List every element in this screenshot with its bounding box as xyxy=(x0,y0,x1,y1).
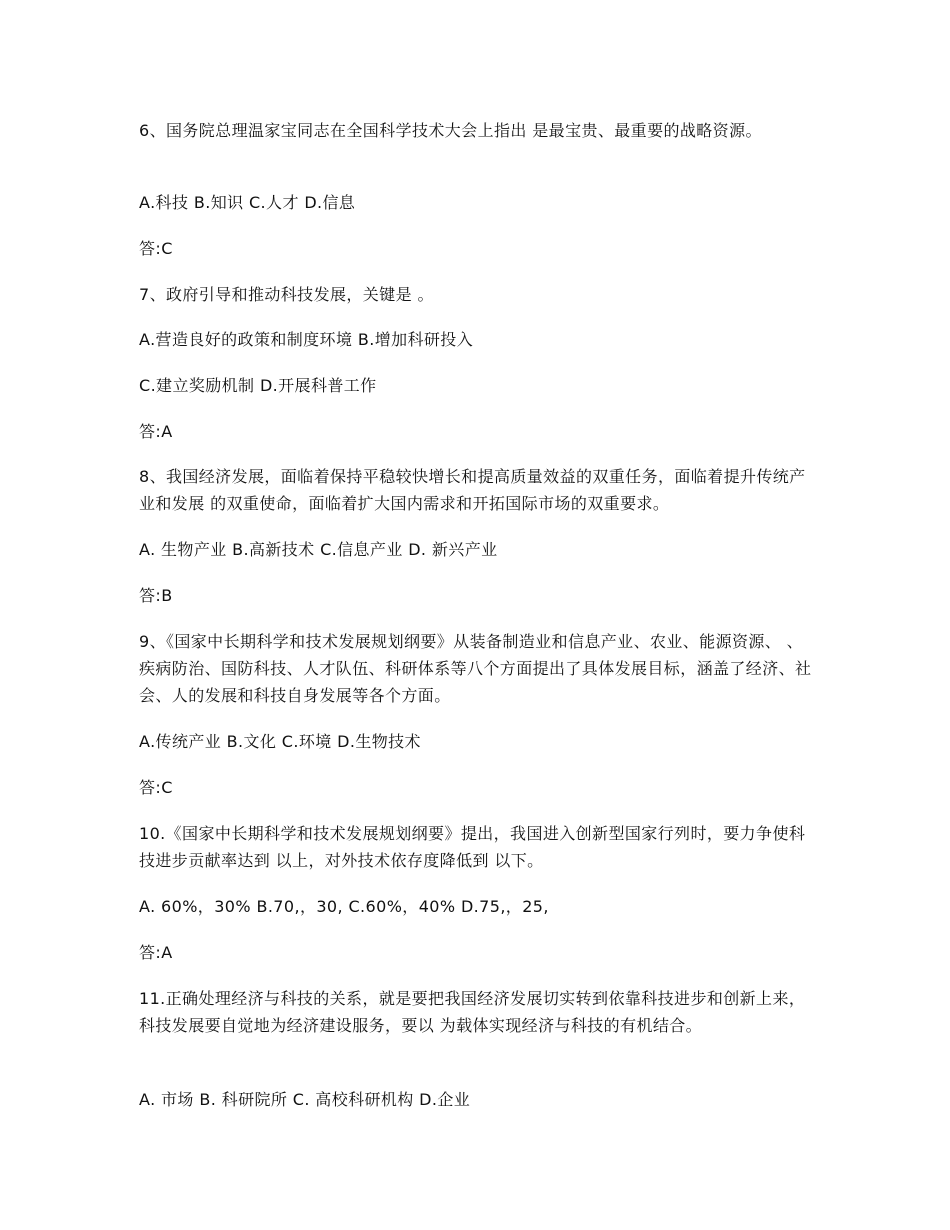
question-8: 8、我国经济发展，面临着保持平稳较快增长和提高质量效益的双重任务，面临着提升传统产业和发展 的双重使命，面临着扩大国内需求和开拓国际市场的双重要求。 xyxy=(139,467,806,513)
question-7-answer: 答:A xyxy=(139,422,173,441)
question-10-answer: 答:A xyxy=(139,943,173,962)
question-7-options-line-1: A.营造良好的政策和制度环境 B.增加科研投入 xyxy=(139,330,474,349)
question-6-answer: 答:C xyxy=(139,239,173,258)
question-10-options: A. 60%，30% B.70,，30, C.60%，40% D.75,，25, xyxy=(139,897,549,916)
question-9: 9、《国家中长期科学和技术发展规划纲要》从装备制造业和信息产业、农业、能源资源、 、疾病防治、国防科技、人才队伍、科研体系等八个方面提出了具体发展目标，涵盖了经济、社会、人的发展和科技自身发展等各个方面。 xyxy=(139,632,812,705)
question-6-options: A.科技 B.知识 C.人才 D.信息 xyxy=(139,193,356,212)
question-9-answer: 答:C xyxy=(139,778,173,797)
question-8-options: A. 生物产业 B.高新技术 C.信息产业 D. 新兴产业 xyxy=(139,540,498,559)
question-11-options: A. 市场 B. 科研院所 C. 高校科研机构 D.企业 xyxy=(139,1090,471,1109)
question-6: 6、国务院总理温家宝同志在全国科学技术大会上指出 是最宝贵、最重要的战略资源。 xyxy=(139,121,762,140)
question-11: 11.正确处理经济与科技的关系，就是要把我国经济发展切实转到依靠科技进步和创新上来，科技发展要自觉地为经济建设服务，要以 为载体实现经济与科技的有机结合。 xyxy=(139,989,806,1035)
question-8-answer: 答:B xyxy=(139,586,173,605)
question-9-options: A.传统产业 B.文化 C.环境 D.生物技术 xyxy=(139,732,421,751)
question-7-options-line-2: C.建立奖励机制 D.开展科普工作 xyxy=(139,376,377,395)
question-10: 10.《国家中长期科学和技术发展规划纲要》提出，我国进入创新型国家行列时，要力争使科技进步贡献率达到 以上，对外技术依存度降低到 以下。 xyxy=(139,824,806,870)
question-7: 7、政府引导和推动科技发展，关键是 。 xyxy=(139,285,434,304)
